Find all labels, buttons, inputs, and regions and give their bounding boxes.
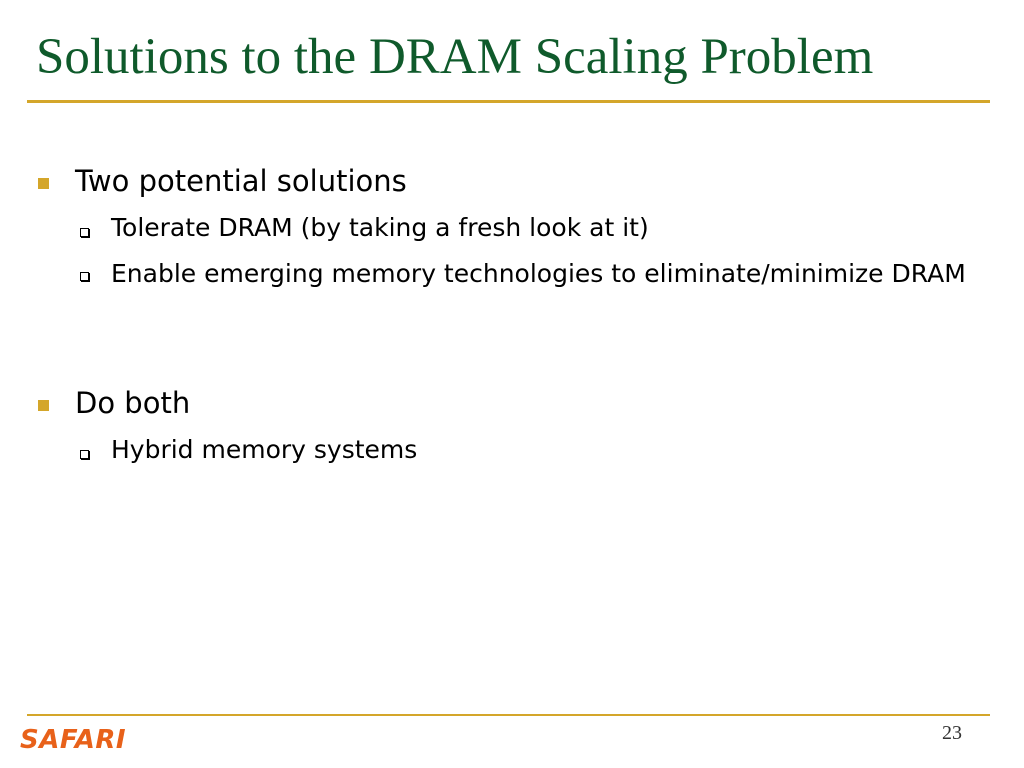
hollow-square-bullet-icon [80, 228, 89, 237]
hollow-square-bullet-icon [80, 272, 89, 281]
safari-logo: SAFARI [20, 725, 127, 755]
hollow-square-bullet-icon [80, 450, 89, 459]
square-bullet-icon [38, 400, 49, 411]
footer-divider [27, 714, 990, 716]
sub-bullet-item: Hybrid memory systems [111, 435, 418, 464]
slide-title: Solutions to the DRAM Scaling Problem [36, 29, 874, 85]
title-divider [27, 100, 990, 103]
bullet-item: Two potential solutions [75, 164, 407, 198]
sub-bullet-item: Tolerate DRAM (by taking a fresh look at it) [111, 213, 649, 242]
bullet-item: Do both [75, 386, 191, 420]
page-number: 23 [942, 722, 962, 744]
square-bullet-icon [38, 178, 49, 189]
sub-bullet-item: Enable emerging memory technologies to eliminate/minimize DRAM [111, 259, 966, 288]
